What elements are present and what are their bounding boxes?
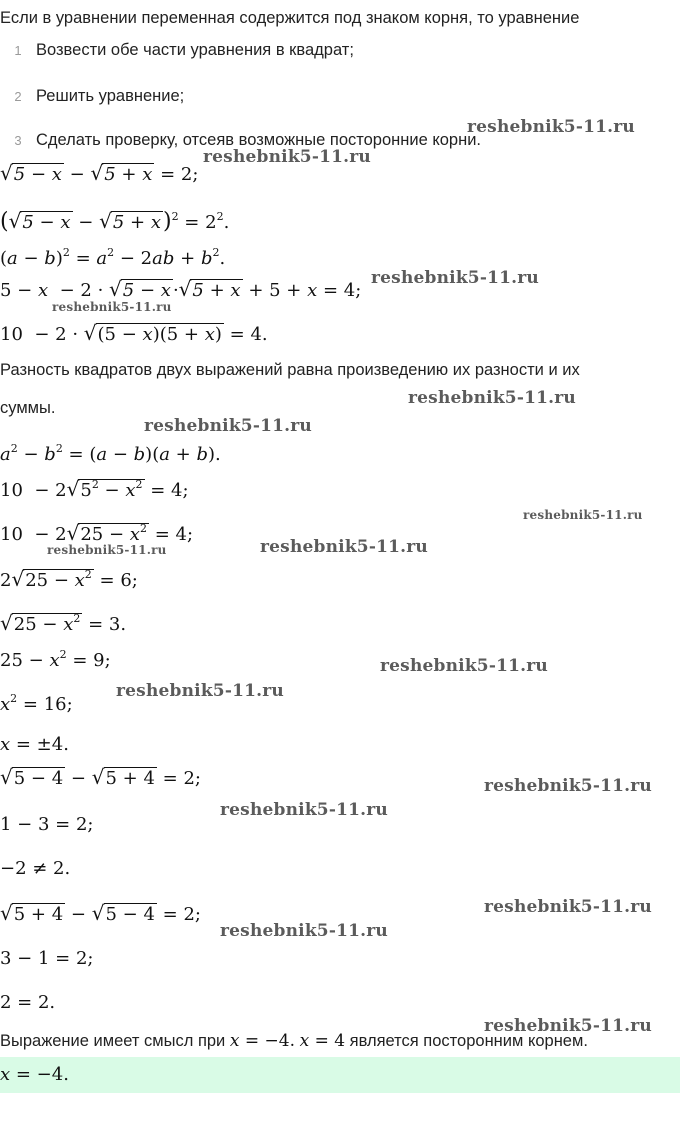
watermark: reshebnik5-11.ru bbox=[484, 1016, 652, 1036]
equation-15: 1 − 3 = 2; bbox=[0, 814, 94, 835]
watermark: reshebnik5-11.ru bbox=[408, 388, 576, 408]
equation-10: $√25 - x^2 = 3$. bbox=[0, 611, 127, 635]
equation-17: √5 + 4 − √5 − 4 = 2; bbox=[0, 901, 201, 925]
watermark: reshebnik5-11.ru bbox=[220, 800, 388, 820]
step-1 bbox=[0, 38, 354, 63]
watermark: reshebnik5-11.ru bbox=[47, 543, 167, 557]
watermark: reshebnik5-11.ru bbox=[371, 268, 539, 288]
watermark: reshebnik5-11.ru bbox=[144, 416, 312, 436]
watermark: reshebnik5-11.ru bbox=[116, 681, 284, 701]
equation-9: $2√25 - x^2 = 6$; bbox=[0, 567, 138, 591]
step-text: Сделать проверку, отсеяв возможные посторонние корни. bbox=[36, 131, 482, 149]
equation-11: $25 - x^2 = 9$; bbox=[0, 648, 111, 671]
difference-squares-note: Разность квадратов двух выражений равна произведению их разности и их bbox=[0, 361, 580, 379]
intro-text: Если в уравнении переменная содержится под знаком корня, то уравнение bbox=[0, 9, 580, 27]
equation-19: 2 = 2. bbox=[0, 992, 56, 1013]
conclusion-middle: является посторонним корнем. bbox=[349, 1032, 588, 1050]
equation-3: $(a - b)^2 = a^2 - 2ab + b^2$. bbox=[0, 246, 226, 269]
difference-squares-note-cont: суммы. bbox=[0, 399, 56, 417]
watermark: reshebnik5-11.ru bbox=[523, 508, 643, 522]
step-text: Решить уравнение; bbox=[36, 87, 185, 105]
equation-6: $a^2 - b^2 = (a - b)(a + b)$. bbox=[0, 442, 221, 465]
equation-5: 10 − 2 · √(5 − x)(5 + x) = 4. bbox=[0, 321, 268, 345]
equation-8: $10 - 2√25 - x^2 = 4$; bbox=[0, 521, 194, 545]
equation-4: 5 − x − 2 · √5 − x ·√5 + x + 5 + x = 4; bbox=[0, 277, 362, 301]
condition-value-2: x = 4 bbox=[299, 1031, 346, 1051]
equation-14: √5 − 4 − √5 + 4 = 2; bbox=[0, 765, 201, 789]
condition-value-1: x = −4. bbox=[229, 1031, 295, 1051]
watermark: reshebnik5-11.ru bbox=[467, 117, 635, 137]
equation-13: x = ±4. bbox=[0, 734, 69, 755]
watermark: reshebnik5-11.ru bbox=[260, 537, 428, 557]
watermark: reshebnik5-11.ru bbox=[380, 656, 548, 676]
answer: x = −4. bbox=[0, 1064, 69, 1085]
step-2 bbox=[0, 84, 184, 109]
answer-highlight bbox=[0, 1057, 680, 1093]
step-number: 2 bbox=[14, 89, 22, 104]
equation-7: $10 - 2√5^2 - x^2 = 4$; bbox=[0, 477, 189, 501]
equation-12: $x^2 = 16$; bbox=[0, 692, 73, 715]
equation-1: √5 − x − √5 + x = 2; bbox=[0, 161, 199, 185]
step-text: Возвести обе части уравнения в квадрат; bbox=[36, 41, 354, 59]
watermark: reshebnik5-11.ru bbox=[203, 147, 371, 167]
conclusion-before: Выражение имеет смысл при bbox=[0, 1032, 226, 1050]
equation-16: −2 ≠ 2. bbox=[0, 858, 71, 879]
equation-2: $(√5 - x - √5 + x)^2 = 2^2$. bbox=[0, 209, 230, 234]
step-number: 3 bbox=[14, 133, 22, 148]
step-number: 1 bbox=[14, 43, 22, 58]
watermark: reshebnik5-11.ru bbox=[220, 921, 388, 941]
watermark: reshebnik5-11.ru bbox=[52, 300, 172, 314]
watermark: reshebnik5-11.ru bbox=[484, 776, 652, 796]
equation-18: 3 − 1 = 2; bbox=[0, 948, 94, 969]
watermark: reshebnik5-11.ru bbox=[484, 897, 652, 917]
